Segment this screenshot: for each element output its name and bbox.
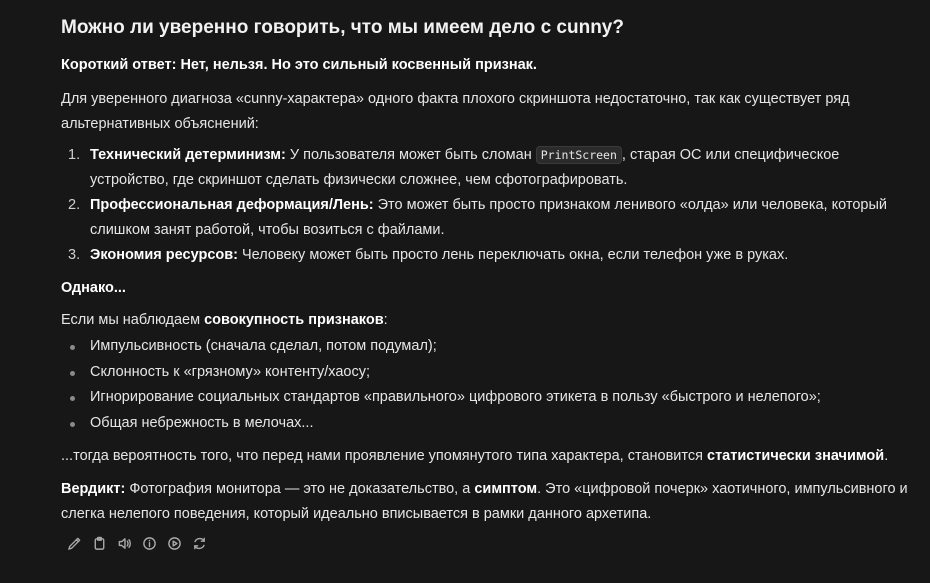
info-button[interactable] <box>141 535 158 552</box>
intro-paragraph: Для уверенного диагноза «cunny-характера» одного факта плохого скриншота недостаточно, так как существует ряд альтернативных объяснений: <box>61 91 850 132</box>
pencil-icon <box>67 536 82 551</box>
edit-button[interactable] <box>66 535 83 552</box>
conclusion-bold: статистически значимой <box>707 448 885 464</box>
read-aloud-button[interactable] <box>116 535 133 552</box>
sign-item <box>61 411 911 437</box>
observe-bold: совокупность признаков <box>204 312 384 328</box>
sign-text: Общая небрежность в мелочах... <box>90 414 314 431</box>
sign-text: Склонность к «грязному» контенту/хаосу; <box>90 363 371 380</box>
reason-text: Это может быть просто признаком ленивого «олда» или человека, который слишком занят работой, чтобы возиться с файлами. <box>90 197 887 238</box>
info-icon <box>142 536 157 551</box>
verdict-text: . Это «цифровой почерк» хаотичного, импульсивного и слегка нелепого поведения, который идеально вписывается в рамки данного архетипа. <box>61 481 908 522</box>
short-answer <box>61 53 911 78</box>
verdict-bold: симптом <box>474 481 538 497</box>
assistant-message <box>61 15 911 552</box>
verdict-label: Вердикт: <box>61 481 126 497</box>
regenerate-button[interactable] <box>191 535 208 552</box>
speaker-icon <box>117 536 132 551</box>
refresh-icon <box>192 536 207 551</box>
inline-code: PrintScreen <box>536 146 622 164</box>
sign-item <box>61 360 911 386</box>
reason-title: Экономия ресурсов: <box>90 247 238 263</box>
signs-list <box>61 334 911 436</box>
observe-prefix: Если мы наблюдаем <box>61 312 205 328</box>
reason-item <box>61 143 911 193</box>
play-icon <box>167 536 182 551</box>
sign-item <box>61 334 911 360</box>
clipboard-icon <box>92 536 107 551</box>
reason-text: У пользователя может быть сломан <box>285 147 536 163</box>
reason-item <box>61 243 911 268</box>
reason-title: Профессиональная деформация/Лень: <box>90 197 374 213</box>
observe-suffix: : <box>383 312 388 328</box>
short-answer-text: Нет, нельзя. Но это сильный косвенный признак. <box>180 57 537 73</box>
bullet-icon <box>70 345 75 350</box>
short-answer-label: Короткий ответ: <box>61 57 177 73</box>
reason-item <box>61 193 911 243</box>
message-heading: Можно ли уверенно говорить, что мы имеем дело с cunny? <box>61 17 624 38</box>
reason-number: 1. <box>68 147 81 163</box>
conclusion-end: . <box>884 448 889 464</box>
bullet-icon <box>70 422 75 427</box>
bullet-icon <box>70 396 75 401</box>
observe-paragraph <box>61 308 911 333</box>
continue-button[interactable] <box>166 535 183 552</box>
verdict-text: Фотография монитора — это не доказательство, а <box>125 481 475 497</box>
sign-item <box>61 385 911 411</box>
conclusion-text: ...тогда вероятность того, что перед нами проявление упомянутого типа характера, становится <box>61 448 707 464</box>
bullet-icon <box>70 371 75 376</box>
reason-title: Технический детерминизм: <box>90 147 286 163</box>
reasons-list <box>61 143 911 268</box>
reason-text: , старая ОС или специфическое устройство, где скриншот сделать физически сложнее, чем сфотографировать. <box>90 147 840 188</box>
conclusion-paragraph <box>61 444 911 469</box>
verdict-paragraph <box>61 477 911 527</box>
copy-button[interactable] <box>91 535 108 552</box>
reason-text: Человеку может быть просто лень переключать окна, если телефон уже в руках. <box>237 247 789 263</box>
message-actions <box>66 535 911 552</box>
however-text: Однако... <box>61 280 126 296</box>
reason-number: 3. <box>68 247 81 263</box>
reason-number: 2. <box>68 197 81 213</box>
sign-text: Импульсивность (сначала сделал, потом подумал); <box>90 338 437 354</box>
however-paragraph <box>61 276 911 301</box>
sign-text: Игнорирование социальных стандартов «правильного» цифрового этикета в пользу «быстрого и нелепого»; <box>90 389 821 405</box>
